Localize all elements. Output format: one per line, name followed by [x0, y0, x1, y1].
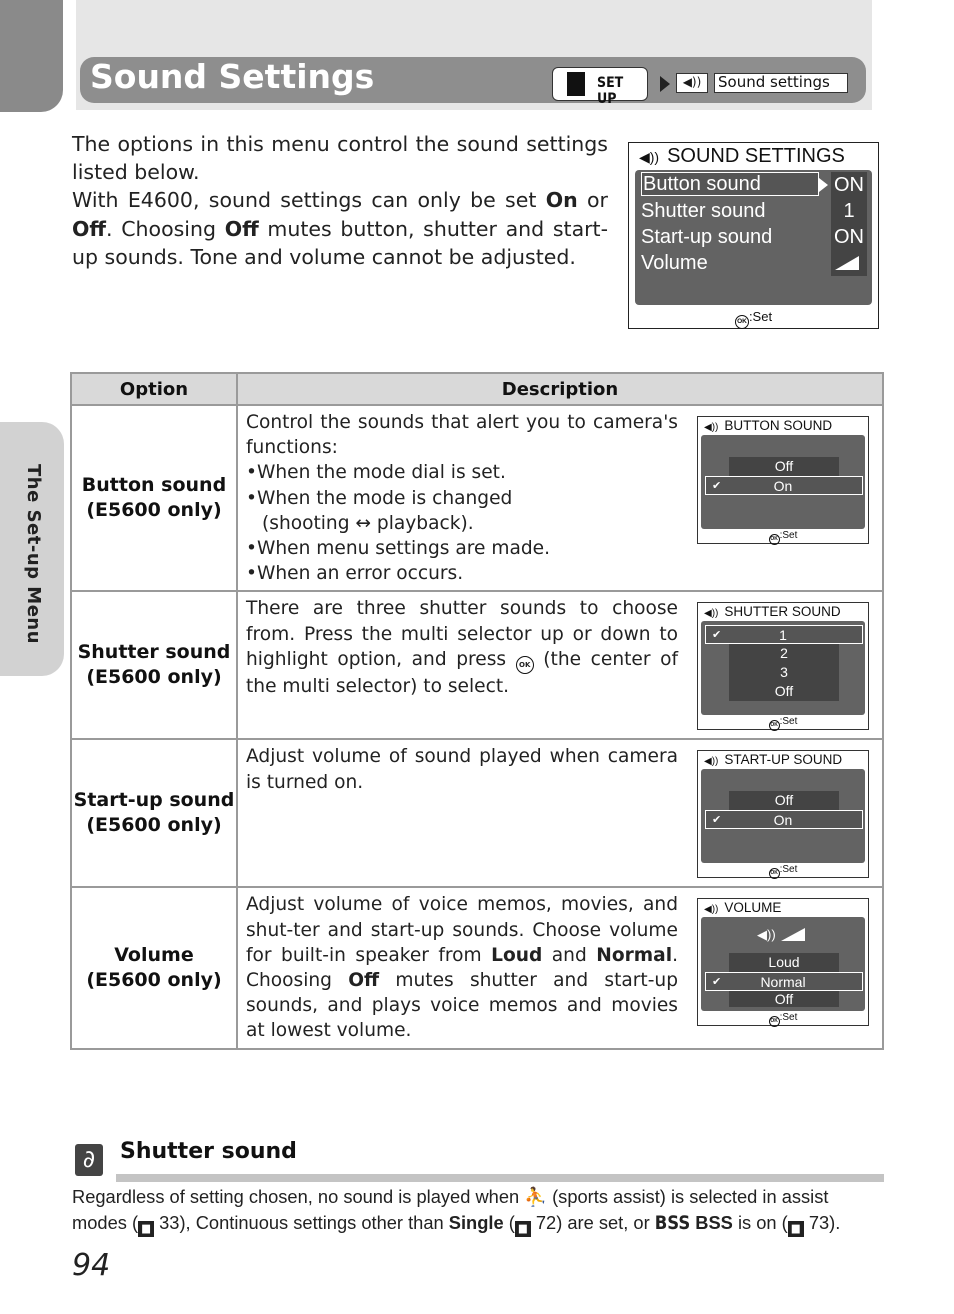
option-cell: Volume (E5600 only): [71, 887, 237, 1048]
check-icon: ✔: [712, 976, 722, 989]
menu-option: Loud: [729, 953, 839, 972]
speaker-icon: ◀)): [704, 422, 719, 433]
caret-right-icon: [819, 178, 828, 192]
ok-icon: OK: [769, 720, 780, 731]
setup-label: SET UP: [597, 75, 624, 107]
table-row: [71, 739, 883, 887]
book-icon: ▆: [788, 1221, 804, 1237]
lcd-footer: OK :Set: [629, 309, 878, 329]
chapter-side-tab: [0, 422, 64, 676]
col-header-description: Description: [237, 373, 883, 405]
lcd-screen: [635, 170, 872, 305]
option-cell: Button sound (E5600 only): [71, 405, 237, 591]
check-icon: ✔: [712, 814, 722, 827]
lcd-row-button-sound: Button sound ON: [639, 172, 869, 198]
speaker-icon: ◀)): [704, 608, 719, 620]
chapter-label: The Set-up Menu: [23, 464, 44, 645]
page-title: Sound Settings: [90, 57, 375, 96]
ok-icon: OK: [735, 315, 749, 329]
speaker-icon: ◀)): [676, 73, 708, 93]
option-cell: Shutter sound (E5600 only): [71, 591, 237, 739]
description-cell: Adjust volume of sound played when camera is turned on. ◀)) START-UP SOUND Off ✔ On OK :Set: [237, 739, 883, 887]
speaker-icon: ◀)): [704, 904, 719, 916]
lcd-title: ◀)) SOUND SETTINGS: [639, 145, 845, 167]
menu-option: Off: [729, 991, 839, 1007]
ok-icon: OK: [769, 534, 780, 545]
chevron-right-icon: [660, 76, 670, 92]
option-cell: Start-up sound (E5600 only): [71, 739, 237, 887]
speaker-icon: ◀)): [639, 149, 660, 165]
table-header-row: [71, 373, 883, 405]
setup-menu-icon: [552, 67, 648, 107]
table-row: [71, 887, 883, 1048]
sound-settings-lcd: [628, 142, 879, 329]
menu-option: 3: [729, 663, 839, 682]
breadcrumb: Sound settings: [714, 73, 848, 93]
table-row: [71, 405, 883, 591]
note-divider: [116, 1174, 884, 1182]
ok-icon: OK: [769, 868, 780, 879]
note-title: Shutter sound: [120, 1139, 297, 1164]
intro-paragraph-2: With E4600, sound settings can only be set On or Off. Choosing Off mutes button, shutter and start-up sounds. Tone and volume cannot be adjusted.: [72, 188, 608, 269]
bss-icon: BSS: [654, 1212, 691, 1234]
ok-icon: OK: [516, 656, 534, 674]
speaker-icon: ◀)): [704, 756, 719, 768]
button-sound-screen: ◀)) BUTTON SOUND Off ✔ On OK :Set: [697, 416, 869, 544]
note-pencil-icon: ∂: [75, 1144, 103, 1176]
intro-paragraph-1: The options in this menu control the sound settings listed below.: [72, 132, 608, 185]
title-bar: [80, 57, 866, 107]
col-header-option: Option: [71, 373, 237, 405]
menu-option: 2: [729, 644, 839, 663]
setup-tab-icon: [567, 72, 585, 96]
description-cell: There are three shutter sounds to choose from. Press the multi selector up or down to highlight option, and press OK (the center of the multi selector) to select. ◀)) SHUTTER SOUND ✔ 1 2 3 Off OK :Set: [237, 591, 883, 739]
sports-assist-icon: ⛹: [524, 1186, 548, 1207]
book-icon: ▆: [138, 1221, 154, 1237]
lcd-row-shutter-sound: Shutter sound 1: [639, 198, 869, 224]
menu-option-selected: ✔ 1: [705, 625, 863, 644]
note-text: Regardless of setting chosen, no sound is played when ⛹ (sports assist) is selected in assist modes ( ▆ 33), Continuous settings other than Single ( ▆ 72) are set, or BSS BSS is on ( ▆ 73).: [72, 1184, 886, 1237]
volume-icon: [781, 928, 805, 941]
menu-option-selected: ✔ Normal: [705, 972, 863, 991]
startup-sound-screen: ◀)) START-UP SOUND Off ✔ On OK :Set: [697, 750, 869, 878]
shutter-sound-screen: ◀)) SHUTTER SOUND ✔ 1 2 3 Off OK :Set: [697, 602, 869, 730]
menu-option-selected: ✔ On: [705, 810, 863, 829]
description-cell: Adjust volume of voice memos, movies, and shut-ter and start-up sounds. Choose volume for built-in speaker from Loud and Normal. Choosing Off mutes shutter and start-up sounds, and plays voice memos and movies at lowest volume. ◀)) VOLUME ◀)) Loud ✔ Normal Off OK :Set: [237, 887, 883, 1048]
volume-screen: ◀)) VOLUME ◀)) Loud ✔ Normal Off OK :Set: [697, 898, 869, 1026]
speaker-icon: ◀)): [757, 927, 776, 943]
menu-option: Off: [729, 682, 839, 701]
table-row: [71, 591, 883, 739]
lcd-row-startup-sound: Start-up sound ON: [639, 224, 869, 250]
page-number: 94: [72, 1248, 111, 1283]
lcd-row-volume: Volume: [639, 250, 869, 276]
ok-icon: OK: [769, 1016, 780, 1027]
chapter-tab-top: [0, 0, 63, 112]
menu-option: Off: [729, 457, 839, 476]
menu-option: Off: [729, 791, 839, 810]
volume-icon: [835, 256, 859, 270]
check-icon: ✔: [712, 629, 722, 642]
book-icon: ▆: [515, 1221, 531, 1237]
intro-text: [72, 130, 608, 271]
check-icon: ✔: [712, 480, 722, 492]
description-cell: Control the sounds that alert you to camera's functions: •When the mode dial is set. •When the mode is changed (shooting ↔ playback). •When menu settings are made. •When an error occurs. ◀)) BUTTON SOUND Off ✔ On OK :Set: [237, 405, 883, 591]
options-table: [70, 372, 884, 1050]
menu-option-selected: ✔ On: [705, 476, 863, 495]
